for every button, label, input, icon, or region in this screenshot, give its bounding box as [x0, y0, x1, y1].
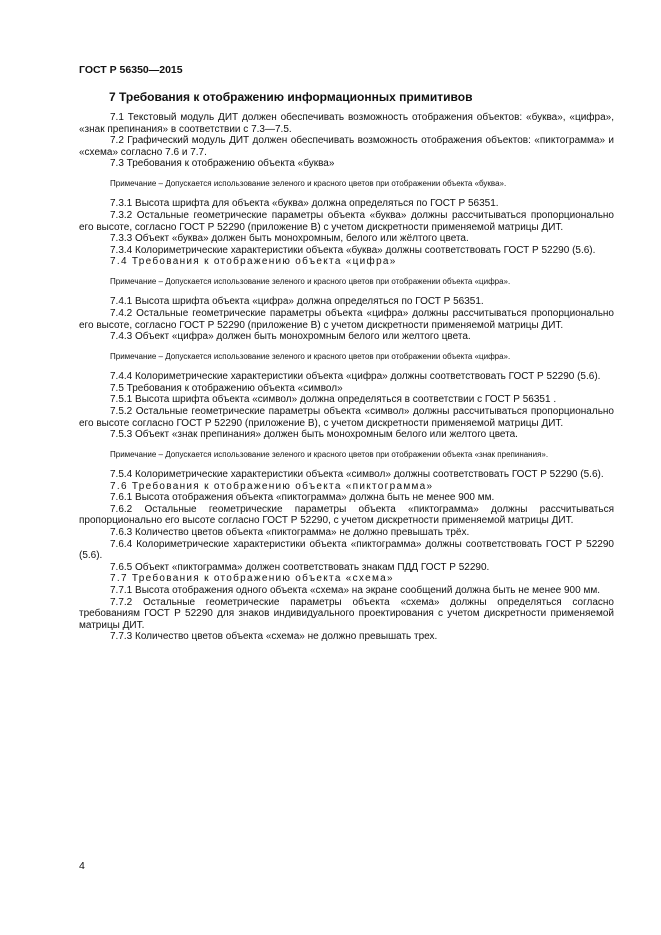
page-number: 4 — [79, 860, 85, 872]
paragraph-7-7-3: 7.7.3 Количество цветов объекта «схема» не должно превышать трех. — [110, 631, 438, 643]
paragraph-7-4-3: 7.4.3 Объект «цифра» должен быть монохромным белого или желтого цвета. — [110, 331, 471, 343]
paragraph-7-2: 7.2 Графический модуль ДИТ должен обеспечивать возможность отображения объектов: «пиктограмма» и «схема» согласно 7.6 и 7.7. — [79, 135, 614, 158]
paragraph-7-3-1: 7.3.1 Высота шрифта для объекта «буква» должна определяться по ГОСТ Р 56351. — [110, 198, 499, 210]
paragraph-7-6-1: 7.6.1 Высота отображения объекта «пиктограмма» должна быть не менее 900 мм. — [110, 492, 495, 504]
subsection-title-7-7: 7.7 Требования к отображению объекта «схема» — [110, 573, 394, 585]
subsection-title-7-5: 7.5 Требования к отображению объекта «символ» — [110, 382, 343, 394]
paragraph-7-1: 7.1 Текстовый модуль ДИТ должен обеспечивать возможность отображения объектов: «буква», «цифра», «знак препинания» в соответствии с 7.3—7.5. — [79, 112, 614, 135]
paragraph-7-7-2: 7.7.2 Остальные геометрические параметры объекта «схема» должны определяться согласно требованиям ГОСТ Р 52290 для знаков индивидуального проектирования с учетом дискретности применяемой матрицы ДИТ. — [79, 596, 614, 631]
paragraph-7-6-3: 7.6.3 Количество цветов объекта «пиктограмма» не должно превышать трёх. — [110, 527, 470, 539]
paragraph-7-3-4: 7.3.4 Колориметрические характеристики объекта «буква» должны соответствовать ГОСТ Р 52290 (5.6). — [110, 244, 596, 256]
subsection-title-7-6: 7.6 Требования к отображению объекта «пиктограмма» — [110, 480, 434, 492]
note: Примечание – Допускается использование зеленого и красного цветов при отображении объекта «цифра». — [110, 276, 511, 286]
note: Примечание – Допускается использование зеленого и красного цветов при отображении объекта «буква». — [110, 178, 507, 188]
paragraph-7-3-2: 7.3.2 Остальные геометрические параметры объекта «буква» должны рассчитываться пропорционально его высоте, согласно ГОСТ Р 52290 (приложение В) с учетом дискретности применяемой матрицы ДИТ. — [79, 209, 614, 233]
paragraph-7-6-2: 7.6.2 Остальные геометрические параметры объекта «пиктограмма» должны рассчитываться пропорционально его высоте согласно ГОСТ Р 52290, с учетом дискретности применяемой матрицы ДИТ. — [79, 503, 614, 527]
paragraph-7-7-1: 7.7.1 Высота отображения одного объекта «схема» на экране сообщений должна быть не менее 900 мм. — [110, 585, 600, 597]
paragraph-7-6-4: 7.6.4 Колориметрические характеристики объекта «пиктограмма» должны соответствовать ГОСТ Р 52290 (5.6). — [79, 538, 614, 562]
section-title: 7 Требования к отображению информационных примитивов — [109, 90, 473, 104]
paragraph-7-4-4: 7.4.4 Колориметрические характеристики объекта «цифра» должны соответствовать ГОСТ Р 52290 (5.6). — [110, 371, 601, 383]
subsection-title-7-4: 7.4 Требования к отображению объекта «цифра» — [110, 256, 397, 268]
subsection-title-7-3: 7.3 Требования к отображению объекта «буква» — [110, 158, 335, 170]
paragraph-7-4-2: 7.4.2 Остальные геометрические параметры объекта «цифра» должны рассчитываться пропорционально его высоте, согласно ГОСТ Р 52290 (приложение В) с учетом дискретности применяемой матрицы ДИТ. — [79, 307, 614, 331]
paragraph-7-5-4: 7.5.4 Колориметрические характеристики объекта «символ» должны соответствовать ГОСТ Р 52290 (5.6). — [110, 469, 604, 481]
paragraph-7-5-3: 7.5.3 Объект «знак препинания» должен быть монохромным белого или желтого цвета. — [110, 429, 518, 441]
note: Примечание – Допускается использование зеленого и красного цветов при отображении объекта «знак препинания». — [110, 449, 549, 459]
paragraph-7-5-1: 7.5.1 Высота шрифта объекта «символ» должна определяться в соответствии с ГОСТ Р 56351 . — [110, 394, 557, 406]
note: Примечание – Допускается использование зеленого и красного цветов при отображении объекта «цифра». — [110, 351, 511, 361]
document-body — [79, 112, 614, 643]
paragraph-7-3-3: 7.3.3 Объект «буква» должен быть монохромным, белого или жёлтого цвета. — [110, 233, 469, 245]
paragraph-7-4-1: 7.4.1 Высота шрифта объекта «цифра» должна определяться по ГОСТ Р 56351. — [110, 296, 484, 308]
paragraph-7-6-5: 7.6.5 Объект «пиктограмма» должен соответствовать знакам ПДД ГОСТ Р 52290. — [110, 561, 490, 573]
document-header: ГОСТ Р 56350—2015 — [79, 64, 183, 76]
paragraph-7-5-2: 7.5.2 Остальные геометрические параметры объекта «символ» должны рассчитываться пропорционально его высоте согласно ГОСТ Р 52290 (приложение В), с учетом дискретности применяемой матрицы ДИТ. — [79, 405, 614, 429]
